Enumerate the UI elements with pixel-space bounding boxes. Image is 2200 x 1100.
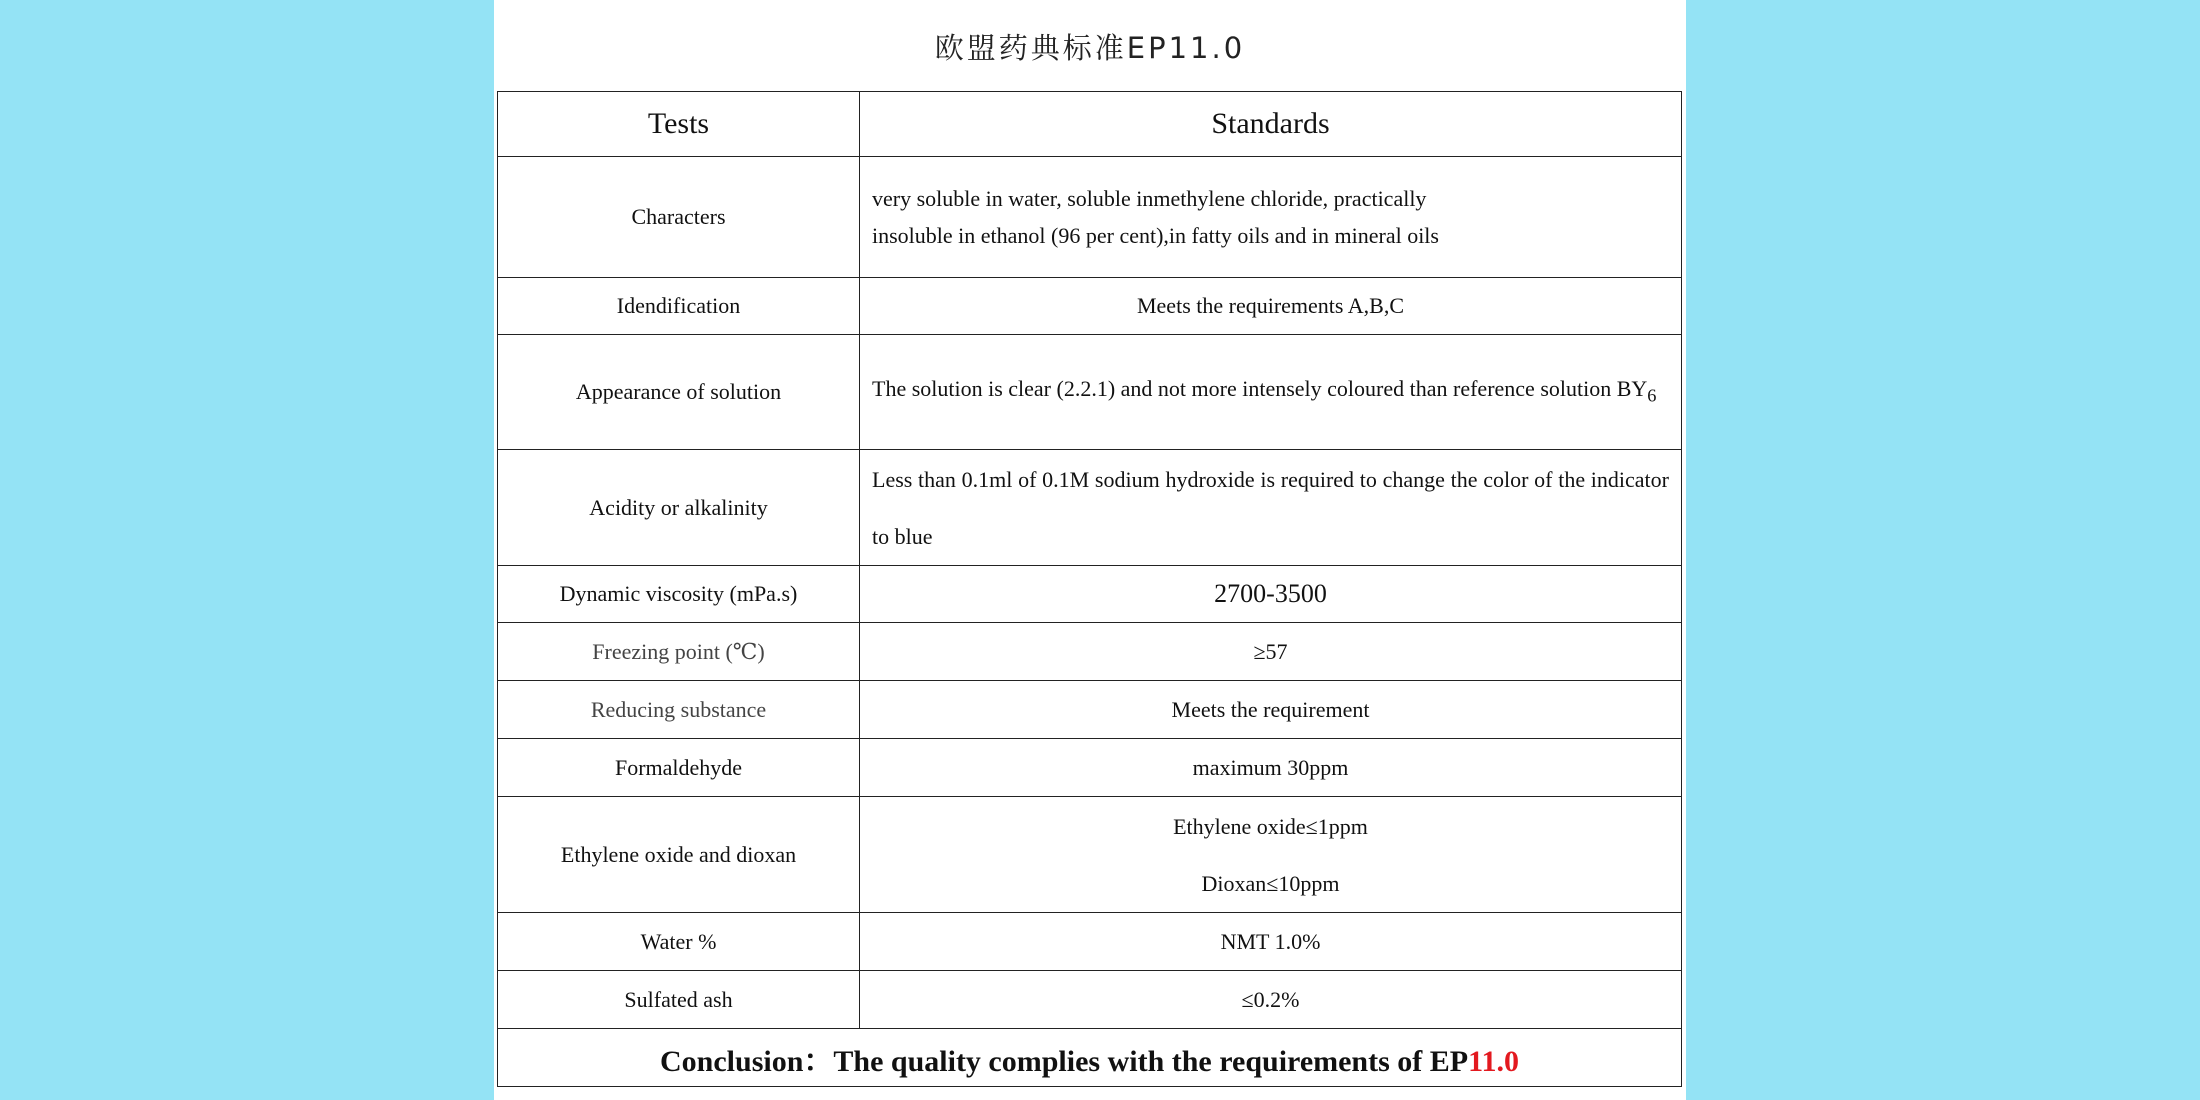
standard-line: Ethylene oxide≤1ppm bbox=[1173, 813, 1368, 839]
standard-line: insoluble in ethanol (96 per cent),in fatty oils and in mineral oils bbox=[872, 223, 1439, 248]
table-row bbox=[498, 623, 1682, 681]
standard-value: Less than 0.1ml of 0.1M sodium hydroxide is required to change the color of the indicator to blue bbox=[860, 450, 1682, 566]
table-row bbox=[498, 566, 1682, 623]
table-row bbox=[498, 335, 1682, 450]
test-name: Formaldehyde bbox=[498, 739, 860, 797]
standard-value bbox=[860, 797, 1682, 913]
document-page bbox=[494, 0, 1686, 1100]
test-name: Dynamic viscosity (mPa.s) bbox=[498, 566, 860, 623]
standard-subscript: 6 bbox=[1647, 385, 1657, 406]
conclusion-row bbox=[498, 1029, 1682, 1087]
table-row bbox=[498, 797, 1682, 913]
table-row bbox=[498, 913, 1682, 971]
test-name: Acidity or alkalinity bbox=[498, 450, 860, 566]
standard-value bbox=[860, 157, 1682, 278]
standards-table bbox=[497, 91, 1682, 1087]
standard-line: very soluble in water, soluble inmethylene chloride, practically bbox=[872, 186, 1427, 211]
standard-value: ≥57 bbox=[860, 623, 1682, 681]
test-name: Reducing substance bbox=[498, 681, 860, 739]
conclusion-cell bbox=[498, 1029, 1682, 1087]
test-name: Idendification bbox=[498, 278, 860, 335]
standard-value bbox=[860, 335, 1682, 450]
test-name: Appearance of solution bbox=[498, 335, 860, 450]
standard-value: Meets the requirement bbox=[860, 681, 1682, 739]
conclusion-text: Conclusion：The quality complies with the requirements of EP bbox=[660, 1044, 1469, 1078]
standard-line: Dioxan≤10ppm bbox=[1201, 870, 1340, 896]
standard-value: ≤0.2% bbox=[860, 971, 1682, 1029]
column-header-tests: Tests bbox=[498, 92, 860, 157]
test-name: Water % bbox=[498, 913, 860, 971]
table-row bbox=[498, 681, 1682, 739]
table-header-row bbox=[498, 92, 1682, 157]
table-row bbox=[498, 971, 1682, 1029]
table-row bbox=[498, 739, 1682, 797]
test-name: Sulfated ash bbox=[498, 971, 860, 1029]
column-header-standards: Standards bbox=[860, 92, 1682, 157]
table-row bbox=[498, 278, 1682, 335]
standard-value: NMT 1.0% bbox=[860, 913, 1682, 971]
standard-value: maximum 30ppm bbox=[860, 739, 1682, 797]
test-name: Characters bbox=[498, 157, 860, 278]
table-row bbox=[498, 450, 1682, 566]
conclusion-version: 11.0 bbox=[1468, 1044, 1519, 1078]
table-row bbox=[498, 157, 1682, 278]
standard-text: The solution is clear (2.2.1) and not more intensely coloured than reference solution BY bbox=[872, 375, 1648, 401]
page-title: 欧盟药典标准EP11.0 bbox=[934, 31, 1246, 65]
test-name: Freezing point (℃) bbox=[498, 623, 860, 681]
standard-value: 2700-3500 bbox=[860, 566, 1682, 623]
standard-value: Meets the requirements A,B,C bbox=[860, 278, 1682, 335]
test-name: Ethylene oxide and dioxan bbox=[498, 797, 860, 913]
